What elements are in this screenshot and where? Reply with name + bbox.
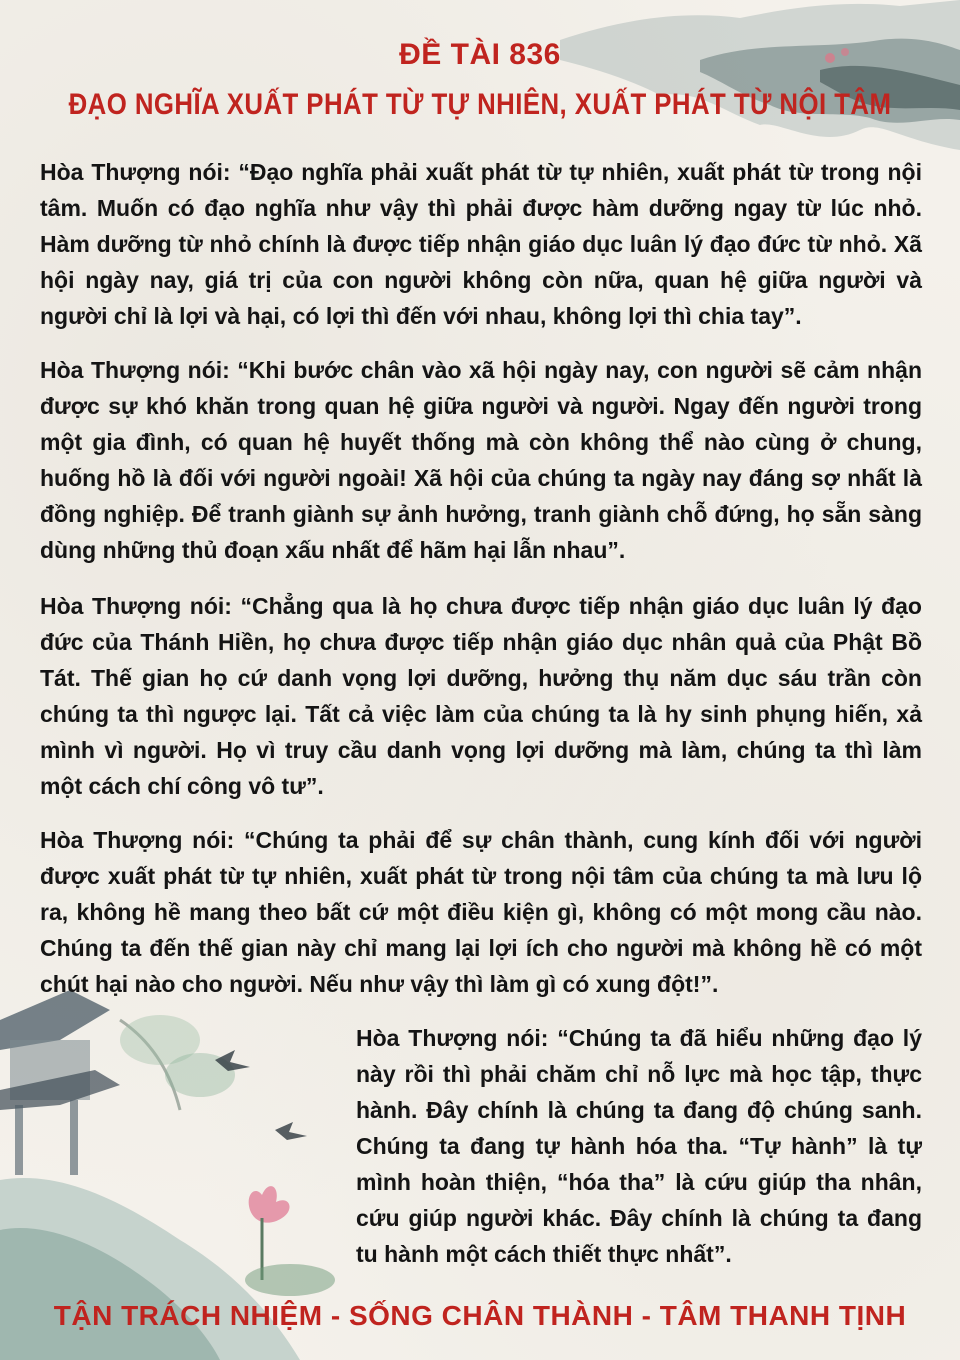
footer-motto: TẬN TRÁCH NHIỆM - SỐNG CHÂN THÀNH - TÂM THANH TỊNH xyxy=(53,1300,907,1331)
paragraph: Hòa Thượng nói: “Chẳng qua là họ chưa được tiếp nhận giáo dục luân lý đạo đức của Thánh Hiền, họ chưa được tiếp nhận giáo dục nhân quả của Phật Bồ Tát. Thế gian họ cứ danh vọng lợi dưỡng, hưởng thụ năm dục sáu trần còn chúng ta thì ngược lại. Tất cả việc làm của chúng ta là hy sinh phụng hiến, xả mình vì người. Họ vì truy cầu danh vọng lợi dưỡng mà làm, chúng ta thì làm một cách chí công vô tư”. xyxy=(40,593,922,799)
paragraph: Hòa Thượng nói: “Đạo nghĩa phải xuất phát từ tự nhiên, xuất phát từ trong nội tâm. Muốn có đạo nghĩa như vậy thì phải được hàm dưỡng ngay từ lúc nhỏ. Hàm dưỡng từ nhỏ chính là được tiếp nhận giáo dục luân lý đạo đức từ nhỏ. Xã hội ngày nay, giá trị của con người không còn nữa, quan hệ giữa người và người chỉ là lợi và hại, có lợi thì đến với nhau, không lợi thì chia tay”. xyxy=(40,159,922,329)
paragraph: Hòa Thượng nói: “Chúng ta đã hiểu những đạo lý này rồi thì phải chăm chỉ nỗ lực mà học tập, thực hành. Đây chính là chúng ta đang độ chúng sanh. Chúng ta đang tự hành hóa tha. “Tự hành” là tự mình hoàn thiện, “hóa tha” là cứu giúp tha nhân, cứu giúp người khác. Đây chính là chúng ta đang tu hành một cách thiết thực nhất”. xyxy=(356,1025,922,1267)
paragraph: Hòa Thượng nói: “Khi bước chân vào xã hội ngày nay, con người sẽ cảm nhận được sự khó khăn trong quan hệ giữa người và người. Ngay đến người trong một gia đình, có quan hệ huyết thống mà còn không thể nào cùng ở chung, huống hồ là đối với người ngoài! Xã hội của chúng ta ngày nay đáng sợ nhất là đồng nghiệp. Để tranh giành sự ảnh hưởng, tranh giành chỗ đứng, họ sẵn sàng dùng những thủ đoạn xấu nhất để hãm hại lẫn nhau”. xyxy=(40,357,922,563)
paragraph: Hòa Thượng nói: “Chúng ta phải để sự chân thành, cung kính đối với người được xuất phát từ tự nhiên, xuất phát từ trong nội tâm của chúng ta mà lưu lộ ra, không hề mang theo bất cứ một điều kiện gì, không có một mong cầu nào. Chúng ta đến thế gian này chỉ mang lại lợi ích cho người mà không hề có một chút hại nào cho người. Nếu như vậy thì làm gì có xung đột!”. xyxy=(40,827,922,997)
ink-mountain-decoration xyxy=(0,0,960,160)
page-title: ĐẠO NGHĨA XUẤT PHÁT TỪ TỰ NHIÊN, XUẤT PHÁT TỪ NỘI TÂM xyxy=(68,88,892,121)
topic-number: ĐỀ TÀI 836 xyxy=(399,38,561,71)
